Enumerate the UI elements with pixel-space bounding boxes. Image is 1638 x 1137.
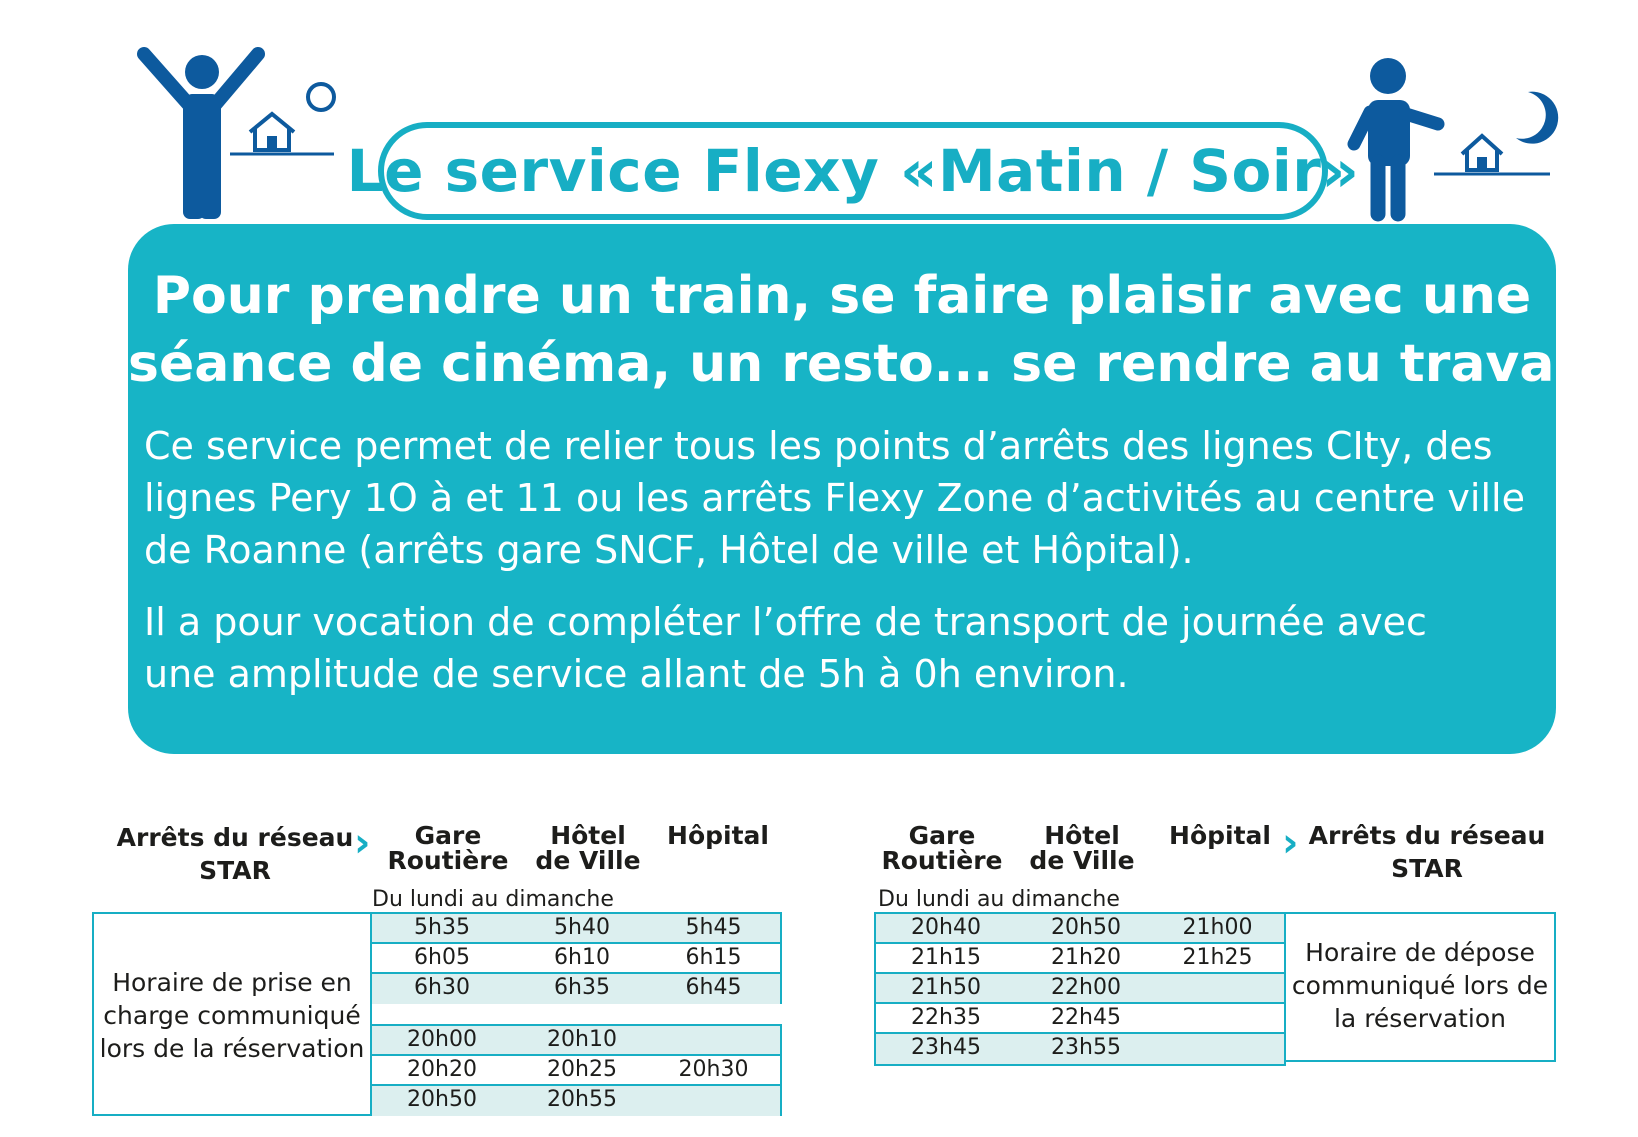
column-header-hopital: Hôpital xyxy=(667,821,769,850)
description-line: de Roanne (arrêts gare SNCF, Hôtel de ville et Hôpital). xyxy=(144,528,1194,572)
morning-schedule-table xyxy=(370,912,782,1004)
description-line: Il a pour vocation de compléter l’offre de transport de journée avec xyxy=(144,600,1427,644)
table-row: 20h40 20h50 21h00 xyxy=(876,914,1284,944)
description-line: lignes Pery 1O à et 11 ou les arrêts Flexy Zone d’activités au centre ville xyxy=(144,476,1525,520)
table-row: 20h50 20h55 xyxy=(372,1086,780,1116)
column-header-hotel-de-ville: Hôtel de Ville xyxy=(535,821,641,875)
table-row: 21h50 22h00 xyxy=(876,974,1284,1004)
days-label: Du lundi au dimanche xyxy=(372,887,614,912)
days-label: Du lundi au dimanche xyxy=(878,887,1120,912)
column-header-hopital: Hôpital xyxy=(1169,821,1271,850)
table-row: 23h45 23h55 xyxy=(876,1034,1284,1064)
table-row: 21h15 21h20 21h25 xyxy=(876,944,1284,974)
table-row: 20h00 20h10 xyxy=(372,1026,780,1056)
description-line: une amplitude de service allant de 5h à 0h environ. xyxy=(144,652,1129,696)
description-line: Ce service permet de relier tous les points d’arrêts des lignes CIty, des xyxy=(144,424,1493,468)
chevron-right-icon: › xyxy=(1282,820,1299,866)
return-schedule-table xyxy=(874,912,1286,1066)
star-stops-header: Arrêts du réseau STAR xyxy=(116,823,354,885)
table-row: 6h05 6h10 6h15 xyxy=(372,944,780,974)
table-row: 5h35 5h40 5h45 xyxy=(372,914,780,944)
chevron-right-icon: › xyxy=(354,820,371,866)
star-stops-header: Arrêts du réseau STAR xyxy=(1308,821,1546,883)
house-icon xyxy=(1432,128,1552,180)
pickup-note-box: Horaire de prise en charge communiqué lors de la réservation xyxy=(92,912,372,1116)
table-row: 6h30 6h35 6h45 xyxy=(372,974,780,1004)
headline-line-2: séance de cinéma, un resto... se rendre au travail xyxy=(128,334,1591,394)
column-header-gare-routiere: Gare Routière xyxy=(387,821,509,875)
evening-schedule-table xyxy=(370,1024,782,1116)
table-row: 22h35 22h45 xyxy=(876,1004,1284,1034)
dropoff-note-box: Horaire de dépose communiqué lors de la réservation xyxy=(1284,912,1556,1062)
headline-line-1: Pour prendre un train, se faire plaisir avec une xyxy=(152,266,1532,326)
house-icon xyxy=(228,108,336,160)
title-pill xyxy=(346,122,1360,220)
page-title: Le service Flexy «Matin / Soir» xyxy=(346,137,1360,205)
column-header-hotel-de-ville: Hôtel de Ville xyxy=(1029,821,1135,875)
column-header-gare-routiere: Gare Routière xyxy=(881,821,1003,875)
table-row: 20h20 20h25 20h30 xyxy=(372,1056,780,1086)
